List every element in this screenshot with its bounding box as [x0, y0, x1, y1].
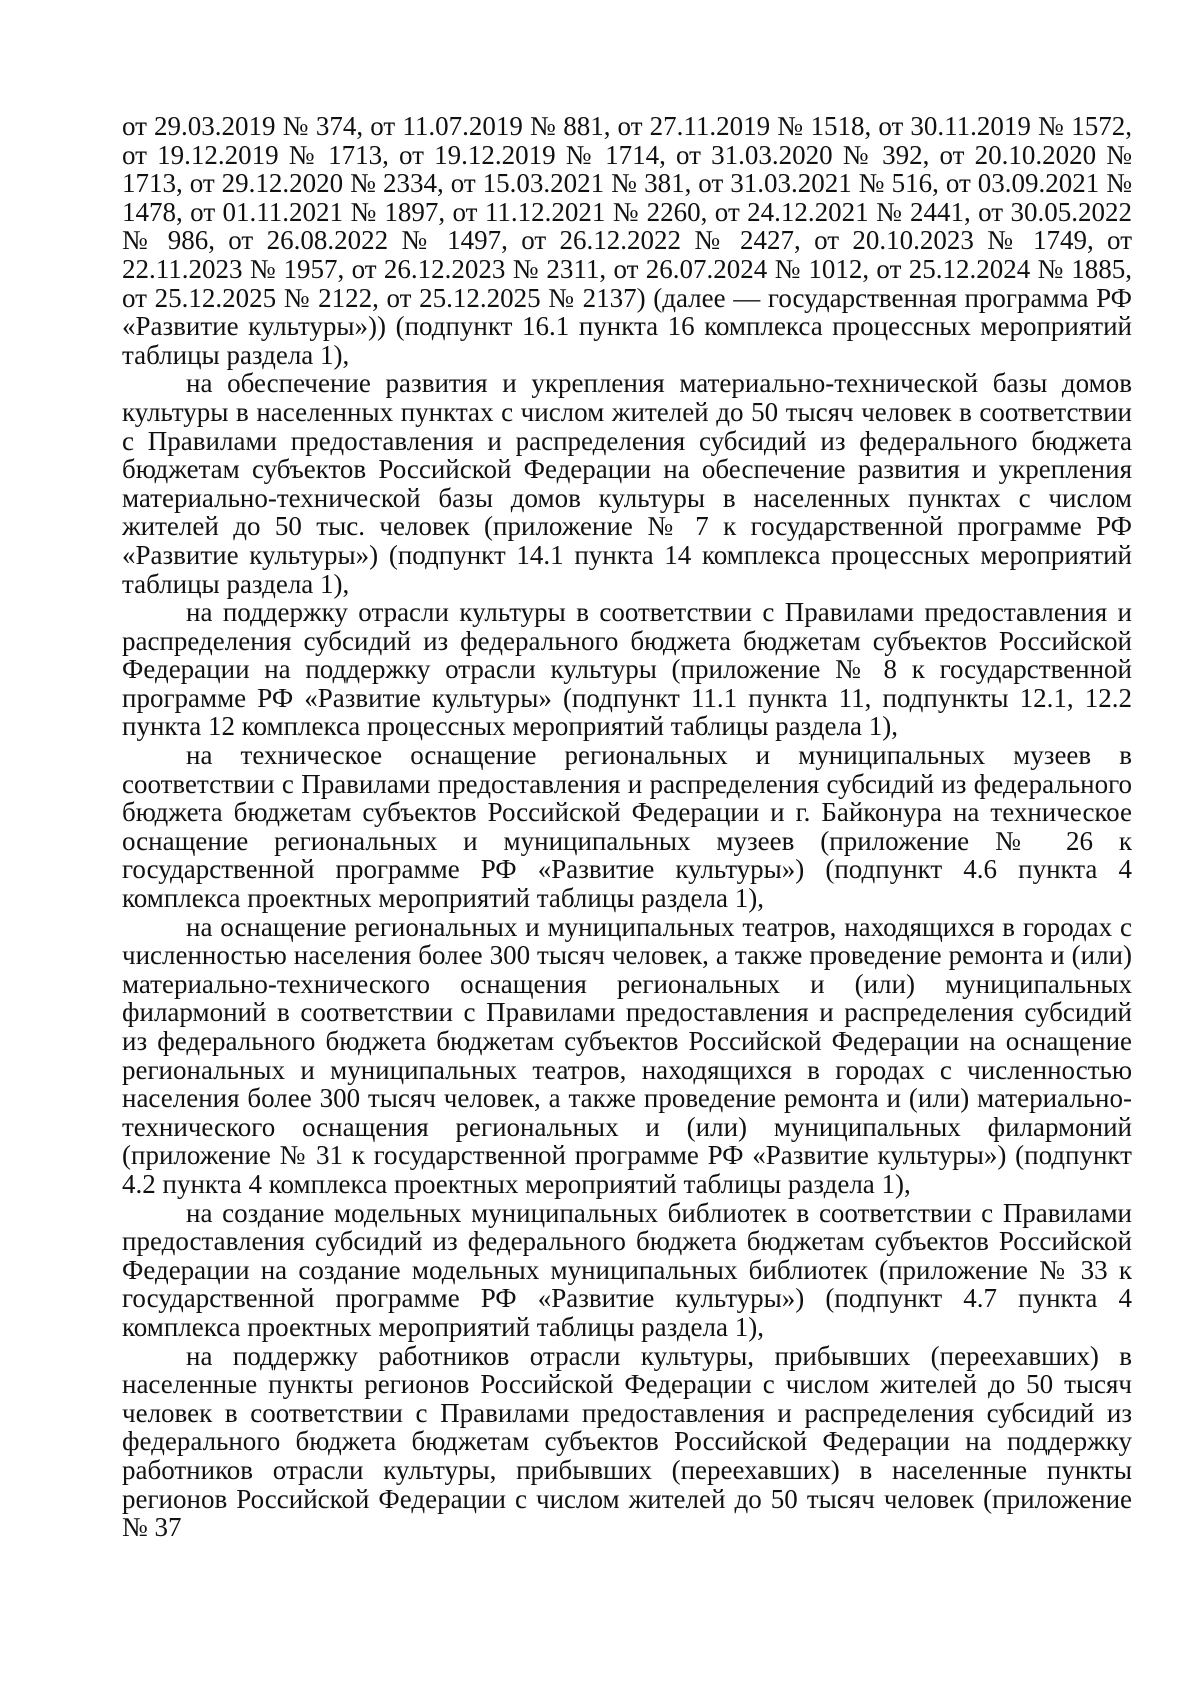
paragraph-workers-support: на поддержку работников отрасли культуры, прибывших (переехавших) в населенные пункты регионов Российской Федерации с числом жителей до 50 тысяч человек в соответствии с Правилами предоставления и распределения субсидий из федерального бюджета бюджетам субъектов Российской Федерации на поддержку работников отрасли культуры, прибывших (переехавших) в населенные пункты регионов Российской Федерации с числом жителей до 50 тысяч человек (приложение № 37	[122, 1340, 1132, 1543]
paragraph-libraries: на создание модельных муниципальных библиотек в соответствии с Правилами предоставления субсидий из федерального бюджета бюджетам субъектов Российской Федерации на создание модельных муниципальных библиотек (приложение № 33 к государственной программе РФ «Развитие культуры») (подпункт 4.7 пункта 4 комплекса проектных мероприятий таблицы раздела 1),	[122, 1197, 1132, 1342]
paragraph-museums: на техническое оснащение региональных и муниципальных музеев в соответствии с Правилами предоставления и распределения субсидий из федерального бюджета бюджетам субъектов Российской Федерации и г. Байконура на техническое оснащение региональных и муниципальных музеев (приложение № 26 к государственной программе РФ «Развитие культуры») (подпункт 4.6 пункта 4 комплекса проектных мероприятий таблицы раздела 1),	[122, 740, 1132, 914]
paragraph-resolution-list: от 29.03.2019 № 374, от 11.07.2019 № 881, от 27.11.2019 № 1518, от 30.11.2019 № 1572, от 19.12.2019 № 1713, от 19.12.2019 № 1714, от 31.03.2020 № 392, от 20.10.2020 № 1713, от 29.12.2020 № 2334, от 15.03.2021 № 381, от 31.03.2021 № 516, от 03.09.2021 № 1478, от 01.11.2021 № 1897, от 11.12.2021 № 2260, от 24.12.2021 № 2441, от 30.05.2022 № 986, от 26.08.2022 № 1497, от 26.12.2022 № 2427, от 20.10.2023 № 1749, от 22.11.2023 № 1957, от 26.12.2023 № 2311, от 26.07.2024 № 1012, от 25.12.2024 № 1885, от 25.12.2025 № 2122, от 25.12.2025 № 2137) (далее — государственная программа РФ «Развитие культуры»)) (подпункт 16.1 пункта 16 комплекса процессных мероприятий таблицы раздела 1),	[122, 111, 1132, 370]
paragraph-theatres: на оснащение региональных и муниципальных театров, находящихся в городах с численностью населения более 300 тысяч человек, а также проведение ремонта и (или) материально-технического оснащения региональных и (или) муниципальных филармоний в соответствии с Правилами предоставления и распределения субсидий из федерального бюджета бюджетам субъектов Российской Федерации на оснащение региональных и муниципальных театров, находящихся в городах с численностью населения более 300 тысяч человек, а также проведение ремонта и (или) материально-технического оснащения региональных и (или) муниципальных филармоний (приложение № 31 к государственной программе РФ «Развитие культуры») (подпункт 4.2 пункта 4 комплекса проектных мероприятий таблицы раздела 1),	[122, 911, 1132, 1199]
paragraph-culture-support: на поддержку отрасли культуры в соответствии с Правилами предоставления и распределения субсидий из федерального бюджета бюджетам субъектов Российской Федерации на поддержку отрасли культуры (приложение № 8 к государственной программе РФ «Развитие культуры» (подпункт 11.1 пункта 11, подпункты 12.1, 12.2 пункта 12 комплекса процессных мероприятий таблицы раздела 1),	[122, 597, 1132, 742]
paragraph-houses-of-culture: на обеспечение развития и укрепления материально-технической базы домов культуры в населенных пунктах с числом жителей до 50 тысяч человек в соответствии с Правилами предоставления и распределения субсидий из федерального бюджета бюджетам субъектов Российской Федерации на обеспечение развития и укрепления материально-технической базы домов культуры в населенных пунктах с числом жителей до 50 тыс. человек (приложение № 7 к государственной программе РФ «Развитие культуры») (подпункт 14.1 пункта 14 комплекса процессных мероприятий таблицы раздела 1),	[122, 368, 1132, 599]
document-body	[122, 112, 1132, 1542]
